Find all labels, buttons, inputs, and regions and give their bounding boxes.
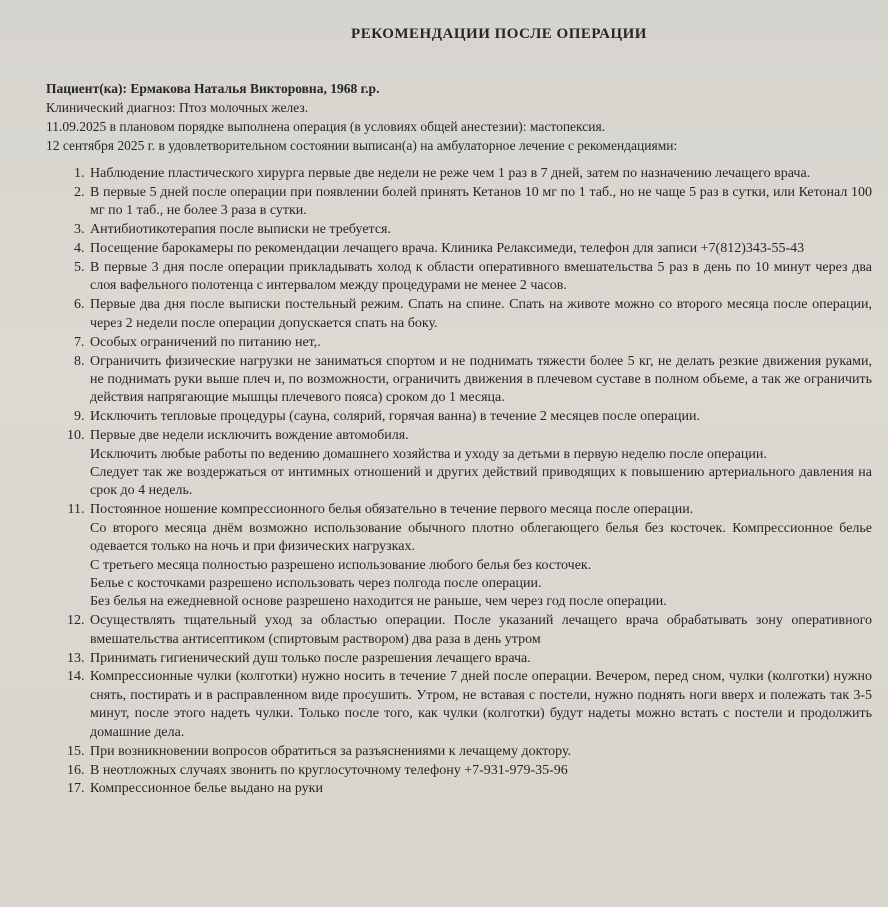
recommendation-text: 5. В первые 3 дня после операции прикладывать холод к области оперативного вмешательства 5 раз в день по 10 минут через два слоя вафельного полотенца с интервалом между процедурами не менее 2 часов.: [90, 260, 872, 294]
recommendation-text: 6. Первые два дня после выписки постельный режим. Спать на спине. Спать на животе можно со второго месяца после операции, через 2 недели после операции допускается спать на боку.: [90, 297, 872, 331]
recommendation-item: [88, 240, 872, 258]
recommendation-text: Белье с косточками разрешено использовать через полгода после операции.: [90, 575, 542, 591]
recommendation-text: 13. Принимать гигиенический душ только после разрешения лечащего врача.: [90, 650, 531, 666]
recommendation-text: С третьего месяца полностью разрешено использование любого белья без косточек.: [90, 557, 592, 573]
recommendations-list: [46, 165, 872, 799]
recommendation-text: 1. Наблюдение пластического хирурга первые две недели не реже чем 1 раз в 7 дней, затем по назначению лечащего врача.: [90, 166, 811, 181]
discharge-line: 12 сентября 2025 г. в удовлетворительном состоянии выписан(а) на амбулаторное лечение с рекомендациями:: [46, 138, 678, 153]
diagnosis-line: Клинический диагноз: Птоз молочных желез.: [46, 100, 309, 115]
recommendation-item: [88, 259, 872, 296]
recommendation-item: [88, 612, 872, 649]
recommendation-item: [88, 780, 872, 798]
recommendation-item: [88, 221, 872, 239]
recommendation-text: 17. Компрессионное белье выдано на руки: [90, 781, 323, 797]
recommendation-item: [88, 762, 872, 780]
recommendation-text: 15. При возникновении вопросов обратиться за разъяснениями к лечащему доктору.: [90, 743, 572, 759]
recommendation-item: [88, 353, 872, 408]
recommendation-text: 9. Исключить тепловые процедуры (сауна, солярий, горячая ванна) в течение 2 месяцев после операции.: [90, 409, 700, 425]
recommendation-text: 14. Компрессионные чулки (колготки) нужно носить в течение 7 дней после операции. Вечером, перед сном, чулки (колготки) нужно снять, постирать и в расправленном виде просушить. Утром, не вставая с постели, нужно поднять ноги вверх и полежать так 3-5 минут, после этого надеть чулки. Только после того, как чулки (колготки) будут надеты можно встать с постели и продолжить домашние дела.: [90, 669, 872, 740]
document-title: РЕКОМЕНДАЦИИ ПОСЛЕ ОПЕРАЦИИ: [351, 26, 647, 42]
recommendation-item: [88, 296, 872, 333]
recommendation-item: [88, 650, 872, 668]
recommendation-text: Со второго месяца днём возможно использование обычного плотно облегающего белья без косточек. Компрессионное белье одевается только на ночь и при физических нагрузках.: [90, 520, 872, 555]
recommendation-text: 4. Посещение барокамеры по рекомендации лечащего врача. Клиника Релаксимеди, телефон для записи +7(812)343-55-43: [90, 241, 805, 257]
recommendation-text: Исключить любые работы по ведению домашнего хозяйства и уходу за детьми в первую неделю после операции.: [90, 446, 767, 462]
recommendation-text: 11. Постоянное ношение компрессионного белья обязательно в течение первого месяца после операции.: [90, 502, 694, 518]
recommendation-item: [88, 334, 872, 352]
patient-line: Пациент(ка): Ермакова Наталья Викторовна, 1968 г.р.: [46, 81, 380, 96]
recommendation-text: 10. Первые две недели исключить вождение автомобиля.: [90, 428, 409, 444]
recommendation-text: 8. Ограничить физические нагрузки не заниматься спортом и не поднимать тяжести более 5 кг, не делать резкие движения руками, не поднимать руки выше плеч и, по возможности, ограничить движения в плечевом суставе в полном обьеме, а так же ограничить действия напрягающие мышцы плечевого пояса) сроком до 1 месяца.: [90, 353, 872, 406]
recommendation-text: Следует так же воздержаться от интимных отношений и других действий приводящих к повышению артериального давления на срок до 4 недель.: [90, 465, 872, 499]
recommendation-text: 3. Антибиотикотерапия после выписки не требуется.: [90, 222, 391, 238]
recommendation-item: [88, 668, 872, 742]
recommendation-item: [88, 408, 872, 426]
recommendation-text: 16. В неотложных случаях звонить по круглосуточному телефону +7-931-979-35-96: [90, 762, 568, 778]
recommendation-text: 12. Осуществлять тщательный уход за областью операции. После указаний лечащего врача обрабатывать зону оперативного вмешательства антисептиком (спиртовым раствором) два раза в день утром: [90, 613, 872, 647]
recommendation-item: [88, 743, 872, 761]
recommendation-text: 7. Особых ограничений по питанию нет,.: [90, 334, 321, 350]
recommendation-text: 2. В первые 5 дней после операции при появлении болей принять Кетанов 10 мг по 1 таб., но не чаще 5 раз в сутки, или Кетонал 100 мг по 1 таб., не более 3 раза в сутки.: [90, 184, 872, 219]
recommendation-item: [88, 427, 872, 501]
recommendation-item: [88, 165, 872, 183]
operation-line: 11.09.2025 в плановом порядке выполнена операция (в условиях общей анестезии): мастопексия.: [46, 119, 606, 134]
recommendation-text: Без белья на ежедневной основе разрешено находится не раньше, чем через год после операции.: [90, 594, 667, 610]
recommendation-item: [88, 184, 872, 221]
recommendation-item: [88, 501, 872, 611]
